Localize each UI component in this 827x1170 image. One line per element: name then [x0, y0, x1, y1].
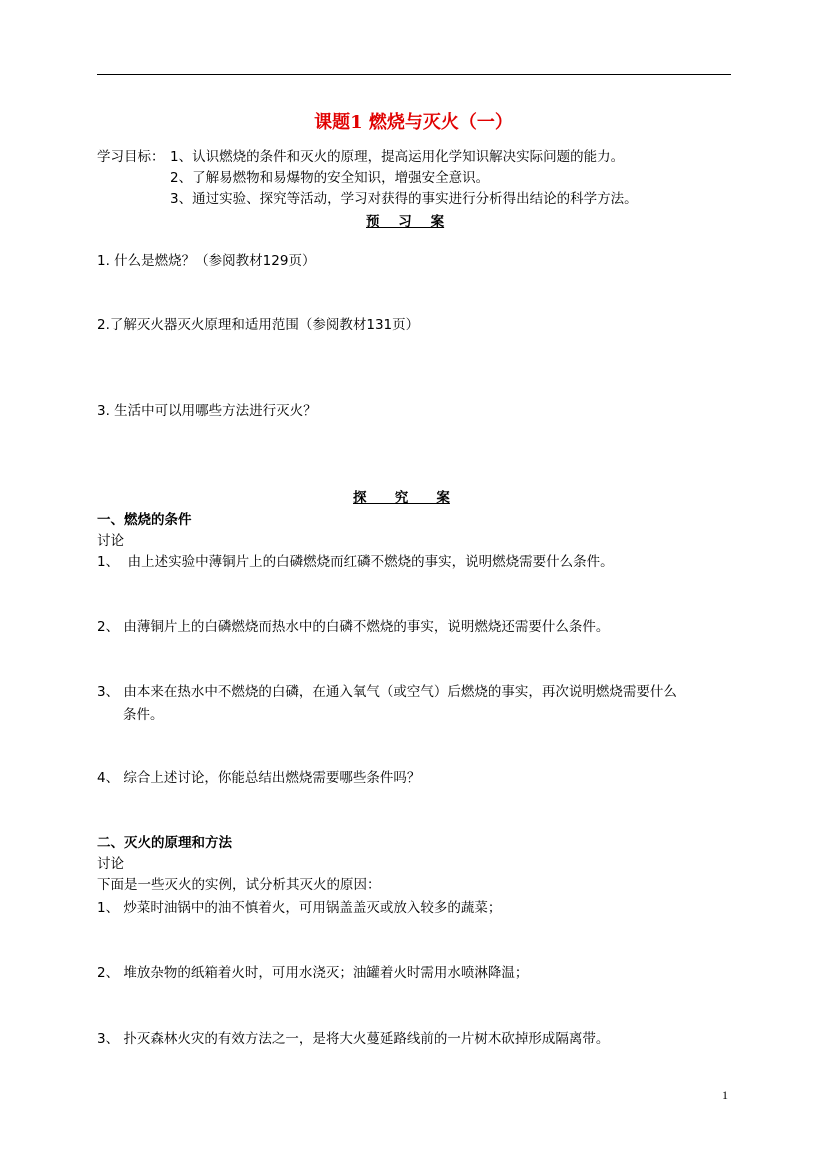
- goals-label: 学习目标：: [97, 149, 165, 165]
- section1-item: 1、 由上述实验中薄铜片上的白磷燃烧而红磷不燃烧的事实，说明燃烧需要什么条件。: [97, 554, 614, 570]
- header-rule: [97, 74, 731, 75]
- page-title: 课题1 燃烧与灭火（一）: [314, 112, 513, 133]
- section1-item-continued: 条件。: [123, 707, 164, 723]
- preview-question: 2.了解灭火器灭火原理和适用范围（参阅教材131页）: [97, 317, 420, 333]
- goal-item: 1、认识燃烧的条件和灭火的原理，提高运用化学知识解决实际问题的能力。: [170, 149, 625, 165]
- goal-item: 3、通过实验、探究等活动，学习对获得的事实进行分析得出结论的科学方法。: [170, 191, 638, 207]
- section1-item: 3、 由本来在热水中不燃烧的白磷，在通入氧气（或空气）后燃烧的事实，再次说明燃烧需要什么: [97, 684, 677, 700]
- explore-heading: 探 究 案: [353, 490, 450, 506]
- section2-item: 1、 炒菜时油锅中的油不慎着火，可用锅盖盖灭或放入较多的蔬菜；: [97, 900, 502, 916]
- section2-item: 2、 堆放杂物的纸箱着火时，可用水浇灭；油罐着火时需用水喷淋降温；: [97, 965, 529, 981]
- preview-question: 3. 生活中可以用哪些方法进行灭火？: [97, 403, 317, 419]
- section2-item: 3、 扑灭森林火灾的有效方法之一，是将大火蔓延路线前的一片树木砍掉形成隔离带。: [97, 1031, 610, 1047]
- section2-intro: 下面是一些灭火的实例，试分析其灭火的原因：: [97, 877, 381, 893]
- section1-discuss: 讨论: [97, 533, 124, 549]
- section2-discuss: 讨论: [97, 856, 124, 872]
- section1-item: 4、 综合上述讨论，你能总结出燃烧需要哪些条件吗？: [97, 770, 421, 786]
- page-number: 1: [722, 1088, 728, 1102]
- preview-question: 1. 什么是燃烧？（参阅教材129页）: [97, 253, 316, 269]
- section1-title: 一、燃烧的条件: [97, 512, 192, 528]
- section2-title: 二、灭火的原理和方法: [97, 835, 232, 851]
- preview-heading: 预 习 案: [366, 214, 445, 230]
- section1-item: 2、 由薄铜片上的白磷燃烧而热水中的白磷不燃烧的事实，说明燃烧还需要什么条件。: [97, 619, 610, 635]
- goal-item: 2、了解易燃物和易爆物的安全知识，增强安全意识。: [170, 170, 490, 186]
